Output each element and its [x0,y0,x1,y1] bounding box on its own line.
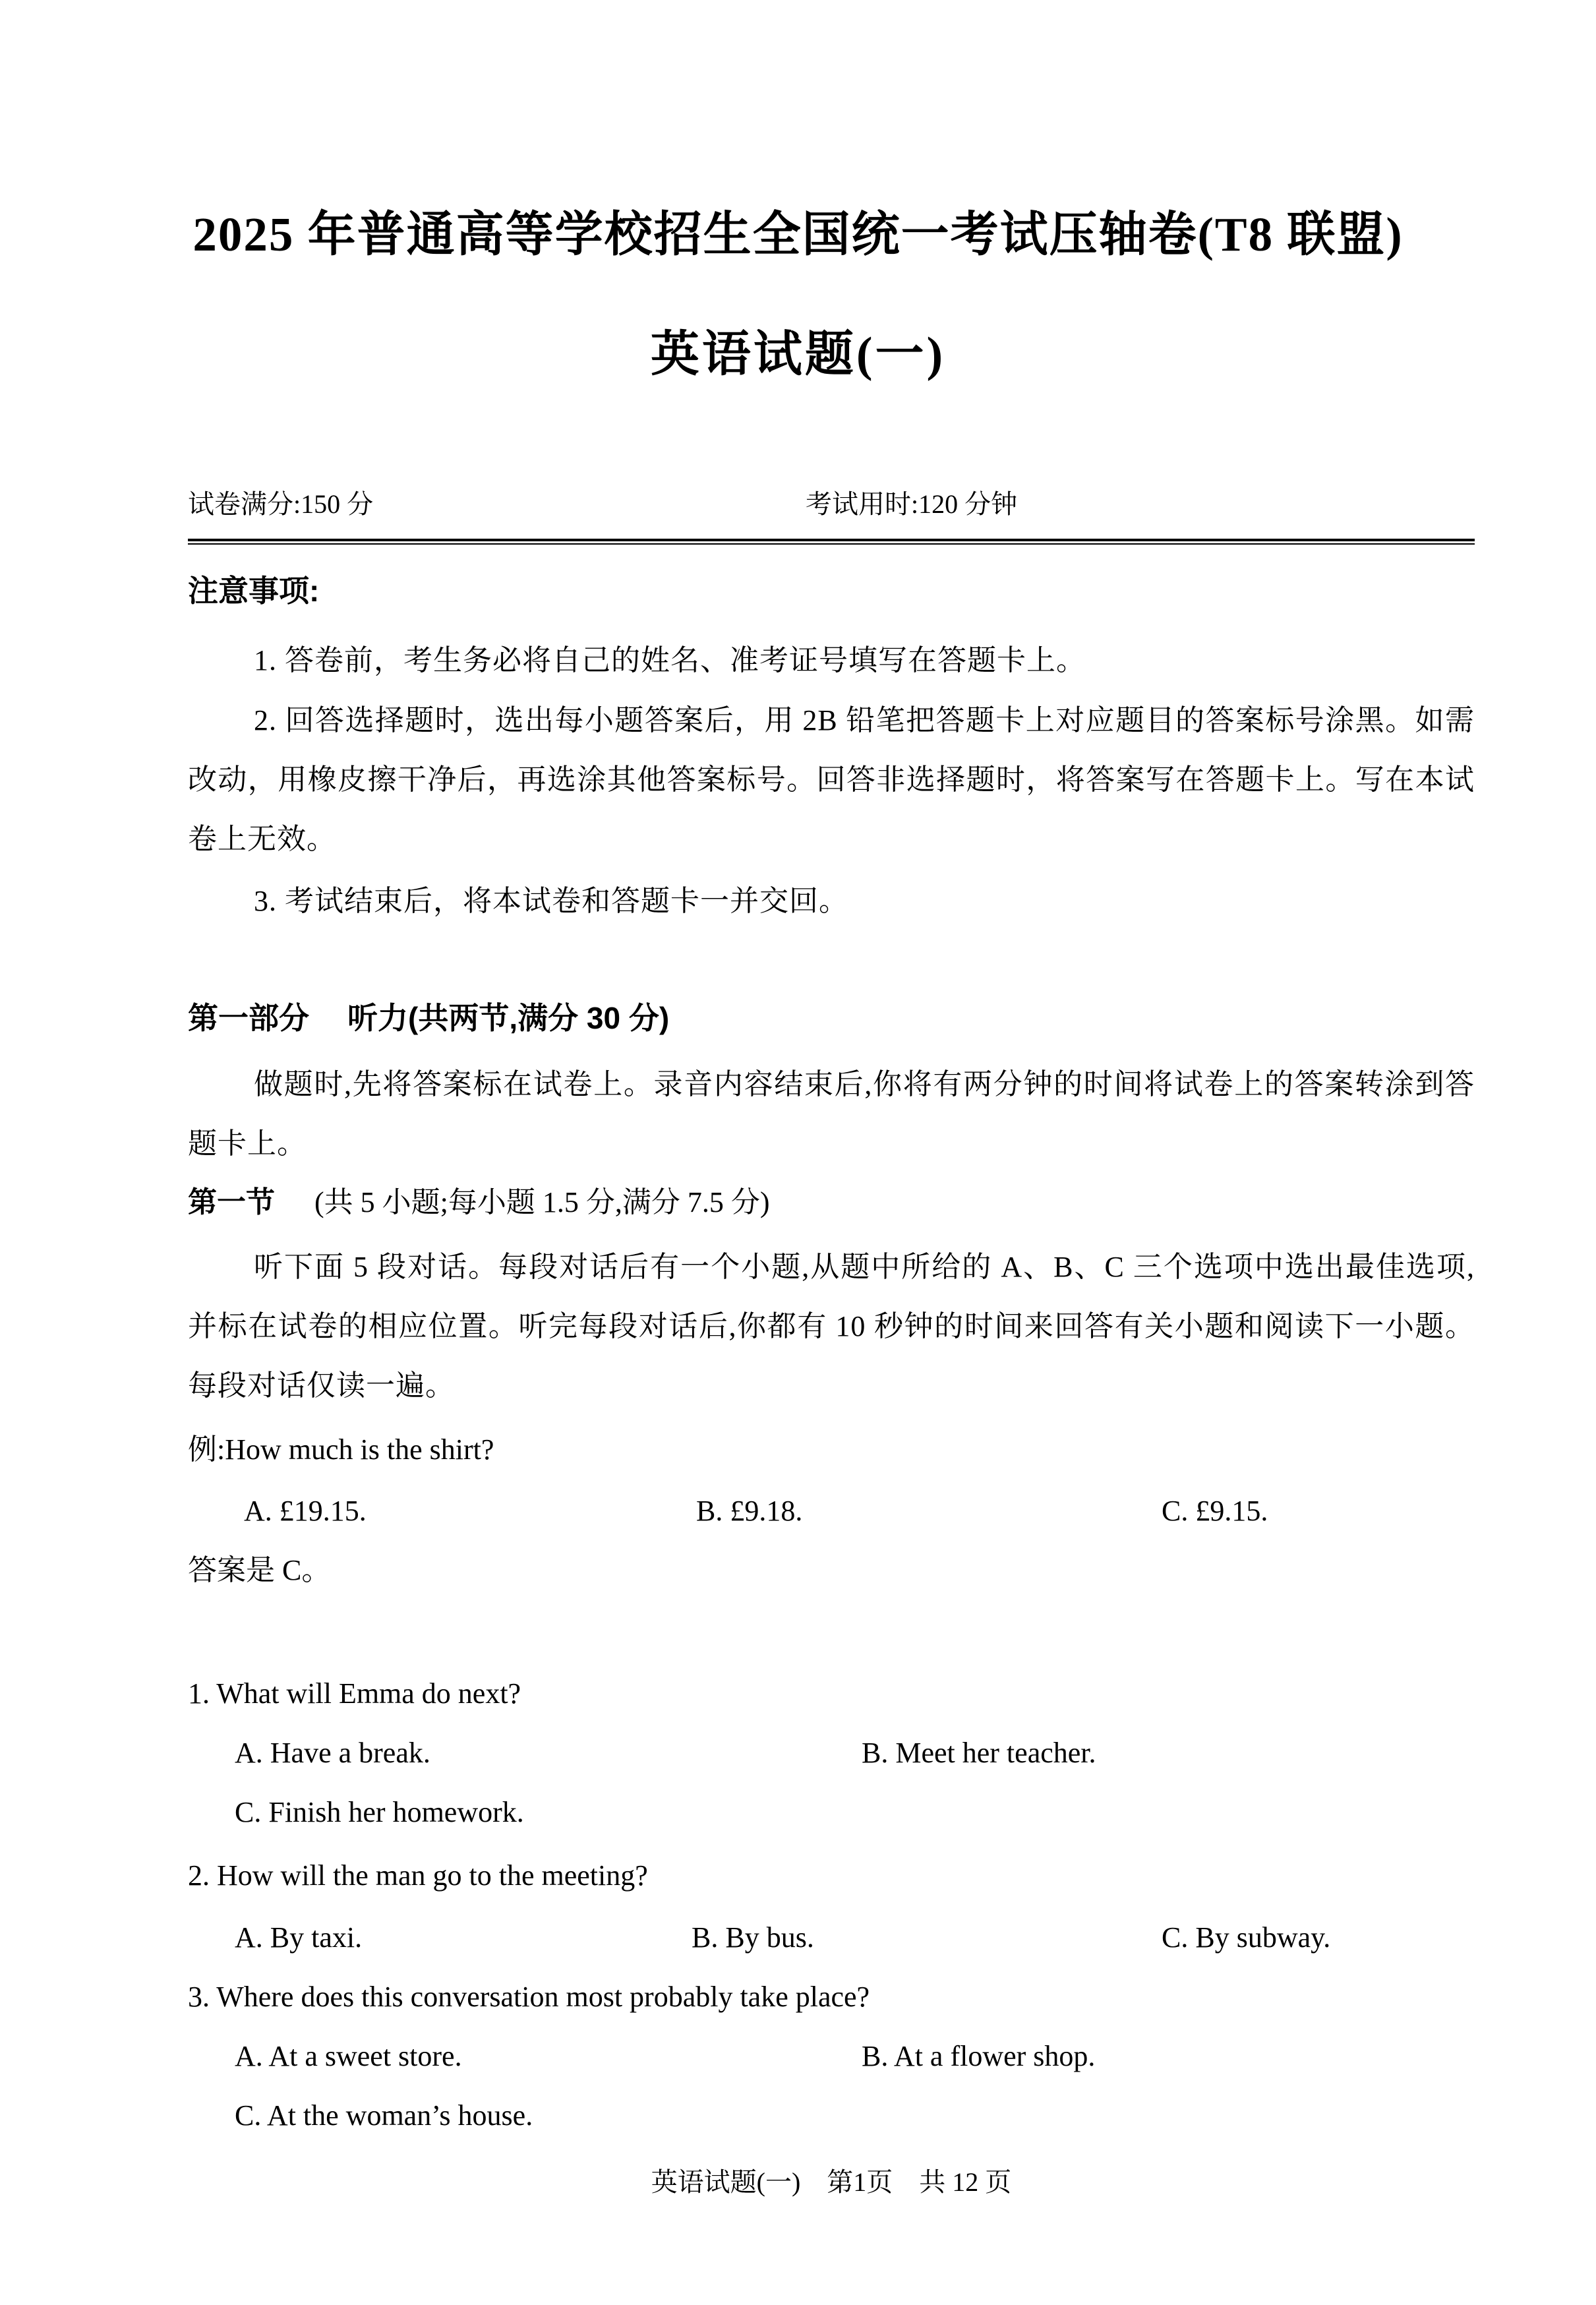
question-2-prompt: 2. How will the man go to the meeting? [188,1859,648,1892]
part1-heading [188,997,669,1039]
full-score-label: 试卷满分:150 分 [188,489,374,519]
section1-intro: 听下面 5 段对话。每段对话后有一个小题,从题中所给的 A、B、C 三个选项中选出最佳选项,并标在试卷的相应位置。听完每段对话后,你都有 10 秒钟的时间来回答有关小题和阅读下一小题。每段对话仅读一遍。 [188,1251,1475,1402]
question-1-option-b: B. Meet her teacher. [862,1737,1096,1769]
notice-heading: 注意事项: [188,574,320,608]
exam-subtitle: 英语试题(一) [650,328,946,382]
example-option-b: B. £9.18. [696,1495,803,1527]
section1-heading [188,1182,770,1224]
example-option-c: C. £9.15. [1162,1495,1268,1527]
notice-item-3: 3. 考试结束后，将本试卷和答题卡一并交回。 [254,885,848,917]
question-1-option-a: A. Have a break. [235,1737,430,1769]
example-option-a: A. £19.15. [244,1495,367,1527]
question-1-option-c: C. Finish her homework. [235,1796,524,1828]
question-1-prompt: 1. What will Emma do next? [188,1677,521,1710]
question-3-prompt: 3. Where does this conversation most probably take place? [188,1981,870,2013]
question-3-option-a: A. At a sweet store. [235,2040,462,2072]
notice-item-1: 1. 答卷前，考生务必将自己的姓名、准考证号填写在答题卡上。 [254,644,1086,676]
section1-meta: (共 5 小题;每小题 1.5 分,满分 7.5 分) [314,1186,770,1218]
example-answer-note: 答案是 C。 [188,1554,331,1586]
question-2-option-b: B. By bus. [692,1921,814,1954]
question-2-option-c: C. By subway. [1162,1921,1331,1954]
page-footer: 英语试题(一) 第1页 共 12 页 [651,2167,1012,2197]
part1-heading-label: 第一部分 [188,1001,309,1035]
listening-intro: 做题时,先将答案标在试卷上。录音内容结束后,你将有两分钟的时间将试卷上的答案转涂到答题卡上。 [188,1068,1475,1160]
part1-heading-title: 听力(共两节,满分 30 分) [347,1001,670,1035]
exam-info-bar [188,485,1475,524]
exam-title: 2025 年普通高等学校招生全国统一考试压轴卷(T8 联盟) [192,208,1404,261]
example-prompt: 例:How much is the shirt? [188,1433,494,1466]
question-2-option-a: A. By taxi. [235,1921,363,1954]
question-3-option-c: C. At the woman’s house. [235,2099,533,2132]
section1-label: 第一节 [188,1186,275,1218]
double-rule-divider [188,539,1475,545]
notice-item-2: 2. 回答选择题时，选出每小题答案后，用 2B 铅笔把答题卡上对应题目的答案标号涂黑。如需改动，用橡皮擦干净后，再选涂其他答案标号。回答非选择题时，将答案写在答题卡上。写在本试卷上无效。 [188,704,1475,855]
page-content [188,0,1475,2305]
question-3-option-b: B. At a flower shop. [862,2040,1096,2072]
duration-label: 考试用时:120 分钟 [806,489,1018,519]
